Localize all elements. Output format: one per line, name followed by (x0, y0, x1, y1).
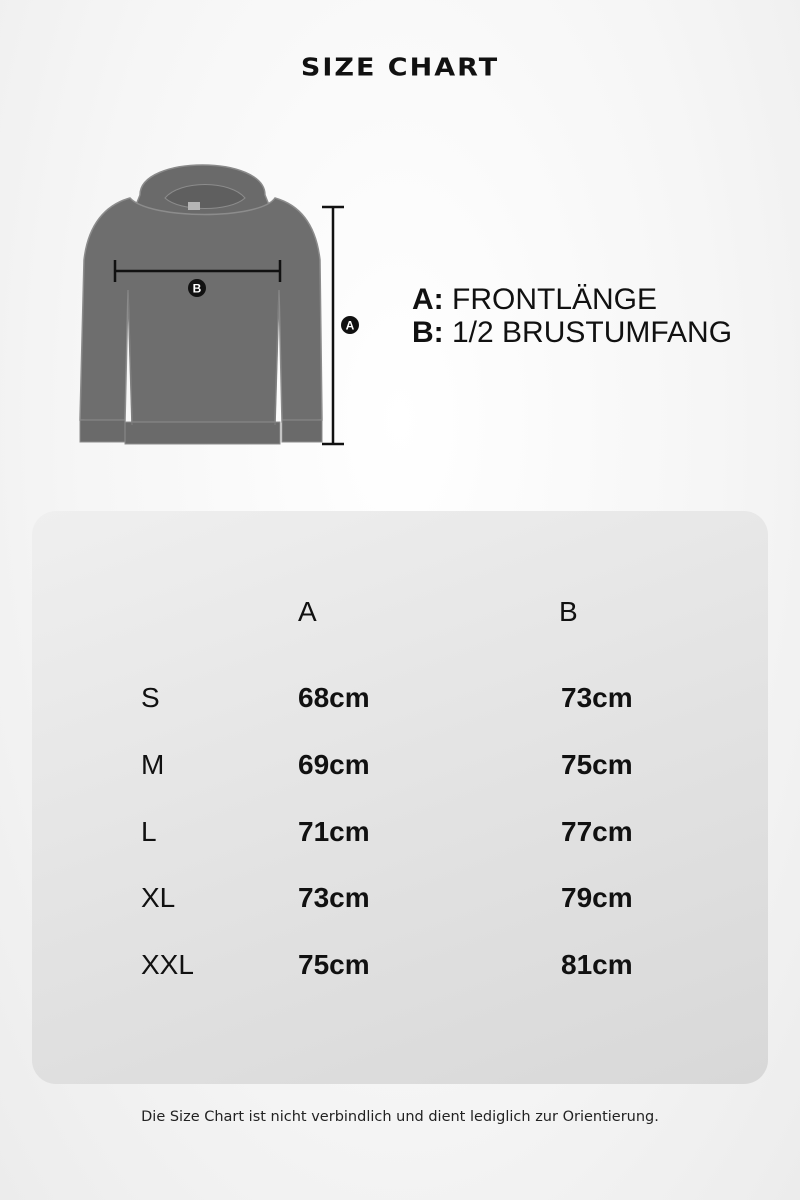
value-b: 73cm (561, 682, 633, 713)
column-header-b: B (559, 596, 578, 627)
table-row (0, 682, 800, 722)
legend-item-b (412, 316, 732, 349)
svg-text:A: A (345, 318, 355, 333)
hoodie-illustration (70, 150, 370, 460)
size-label: S (141, 682, 160, 713)
value-a: 68cm (298, 682, 370, 713)
page-title: SIZE CHART (300, 53, 500, 82)
value-b: 77cm (561, 816, 633, 847)
value-a: 69cm (298, 749, 370, 780)
size-label: M (141, 749, 165, 780)
legend-item-a (412, 283, 732, 316)
legend-text-b: 1/2 BRUSTUMFANG (452, 316, 733, 349)
value-a: 75cm (298, 949, 370, 980)
size-label: XL (141, 882, 176, 913)
length-measure-line (322, 207, 344, 444)
value-b: 75cm (561, 749, 633, 780)
table-row (0, 816, 800, 856)
column-header-a: A (298, 596, 317, 627)
legend-text-a: FRONTLÄNGE (452, 283, 658, 316)
measurement-legend (412, 283, 732, 349)
marker-a (341, 316, 359, 334)
value-a: 71cm (298, 816, 370, 847)
marker-b (188, 279, 206, 297)
value-b: 81cm (561, 949, 633, 980)
value-a: 73cm (298, 882, 370, 913)
svg-text:B: B (192, 281, 202, 296)
size-label: XXL (141, 949, 194, 980)
table-row (0, 882, 800, 922)
legend-key-a: A: (412, 283, 444, 316)
size-table-panel (32, 511, 768, 1084)
size-label: L (141, 816, 157, 847)
table-row (0, 749, 800, 789)
value-b: 79cm (561, 882, 633, 913)
table-row (0, 949, 800, 989)
disclaimer-note: Die Size Chart ist nicht verbindlich und dient lediglich zur Orientierung. (141, 1109, 659, 1125)
legend-key-b: B: (412, 316, 444, 349)
